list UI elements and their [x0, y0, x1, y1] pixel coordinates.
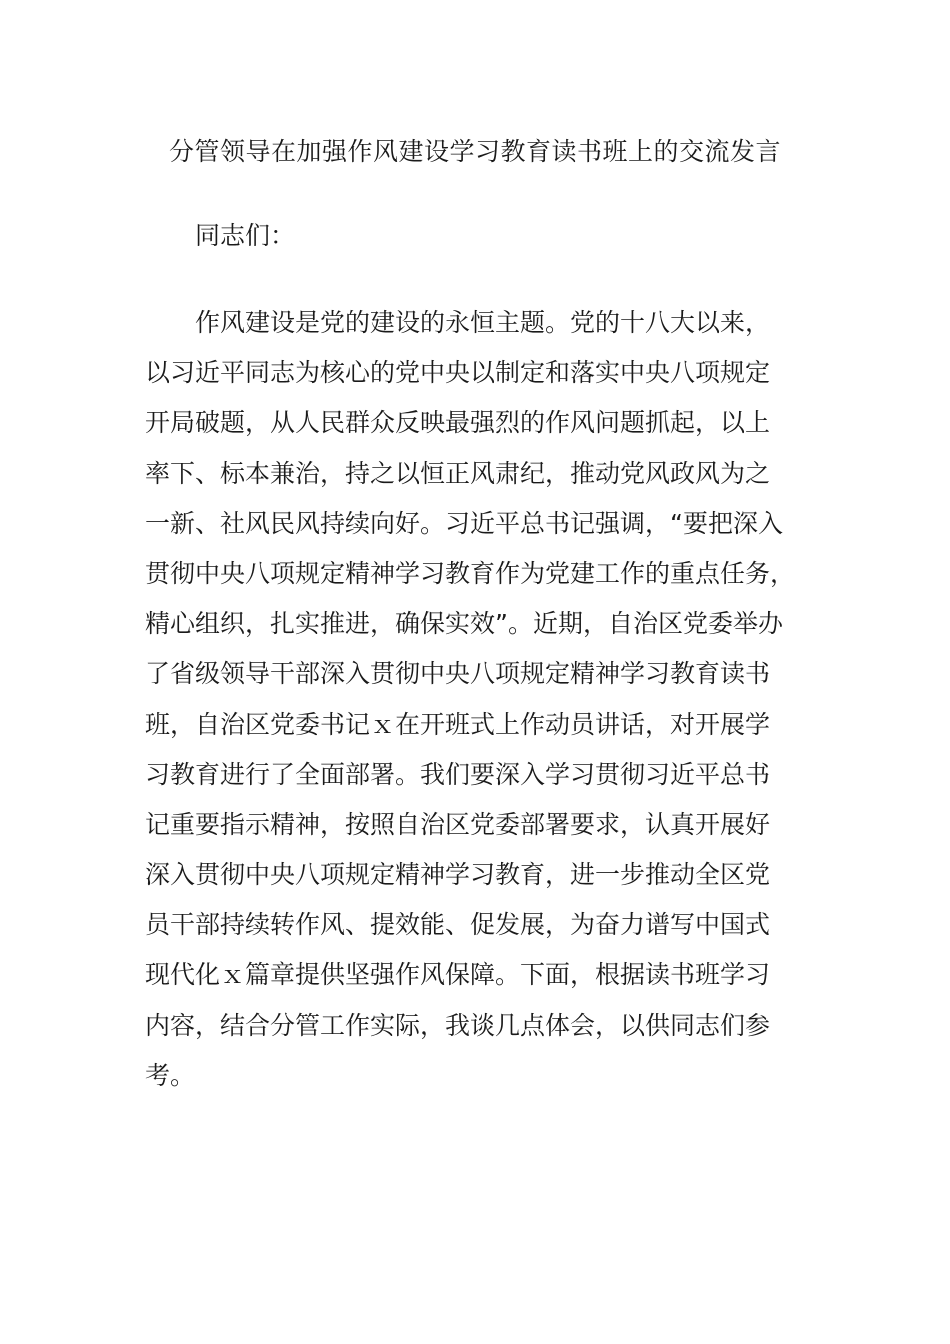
paragraph-line: 班，自治区党委书记ｘ在开班式上作动员讲话，对开展学: [145, 709, 771, 739]
paragraph-line: 以习近平同志为核心的党中央以制定和落实中央八项规定: [145, 358, 771, 388]
paragraph-line: 现代化ｘ篇章提供坚强作风保障。下面，根据读书班学习: [145, 960, 771, 990]
paragraph-line: 率下、标本兼治，持之以恒正风肃纪，推动党风政风为之: [145, 458, 771, 488]
paragraph-line: 考。: [145, 1060, 196, 1090]
paragraph-line: 员干部持续转作风、提效能、促发展，为奋力谱写中国式: [145, 910, 771, 940]
body-paragraph: [145, 305, 825, 1108]
paragraph-line: 一新、社风民风持续向好。习近平总书记强调，“要把深入: [145, 508, 783, 538]
paragraph-line: 了省级领导干部深入贯彻中央八项规定精神学习教育读书: [145, 659, 771, 689]
salutation: 同志们：: [195, 221, 296, 250]
document-title: 分管领导在加强作风建设学习教育读书班上的交流发言: [168, 137, 781, 166]
paragraph-line: 开局破题，从人民群众反映最强烈的作风问题抓起，以上: [145, 408, 771, 438]
paragraph-line: 贯彻中央八项规定精神学习教育作为党建工作的重点任务，: [145, 558, 796, 588]
paragraph-line: 精心组织，扎实推进，确保实效”。近期，自治区党委举办: [145, 609, 783, 639]
paragraph-line: 深入贯彻中央八项规定精神学习教育，进一步推动全区党: [145, 860, 771, 890]
paragraph-line: 记重要指示精神，按照自治区党委部署要求，认真开展好: [145, 809, 771, 839]
paragraph-line: 内容，结合分管工作实际，我谈几点体会，以供同志们参: [145, 1010, 771, 1040]
paragraph-line: 习教育进行了全面部署。我们要深入学习贯彻习近平总书: [145, 759, 771, 789]
paragraph-line: 作风建设是党的建设的永恒主题。党的十八大以来，: [195, 308, 771, 337]
